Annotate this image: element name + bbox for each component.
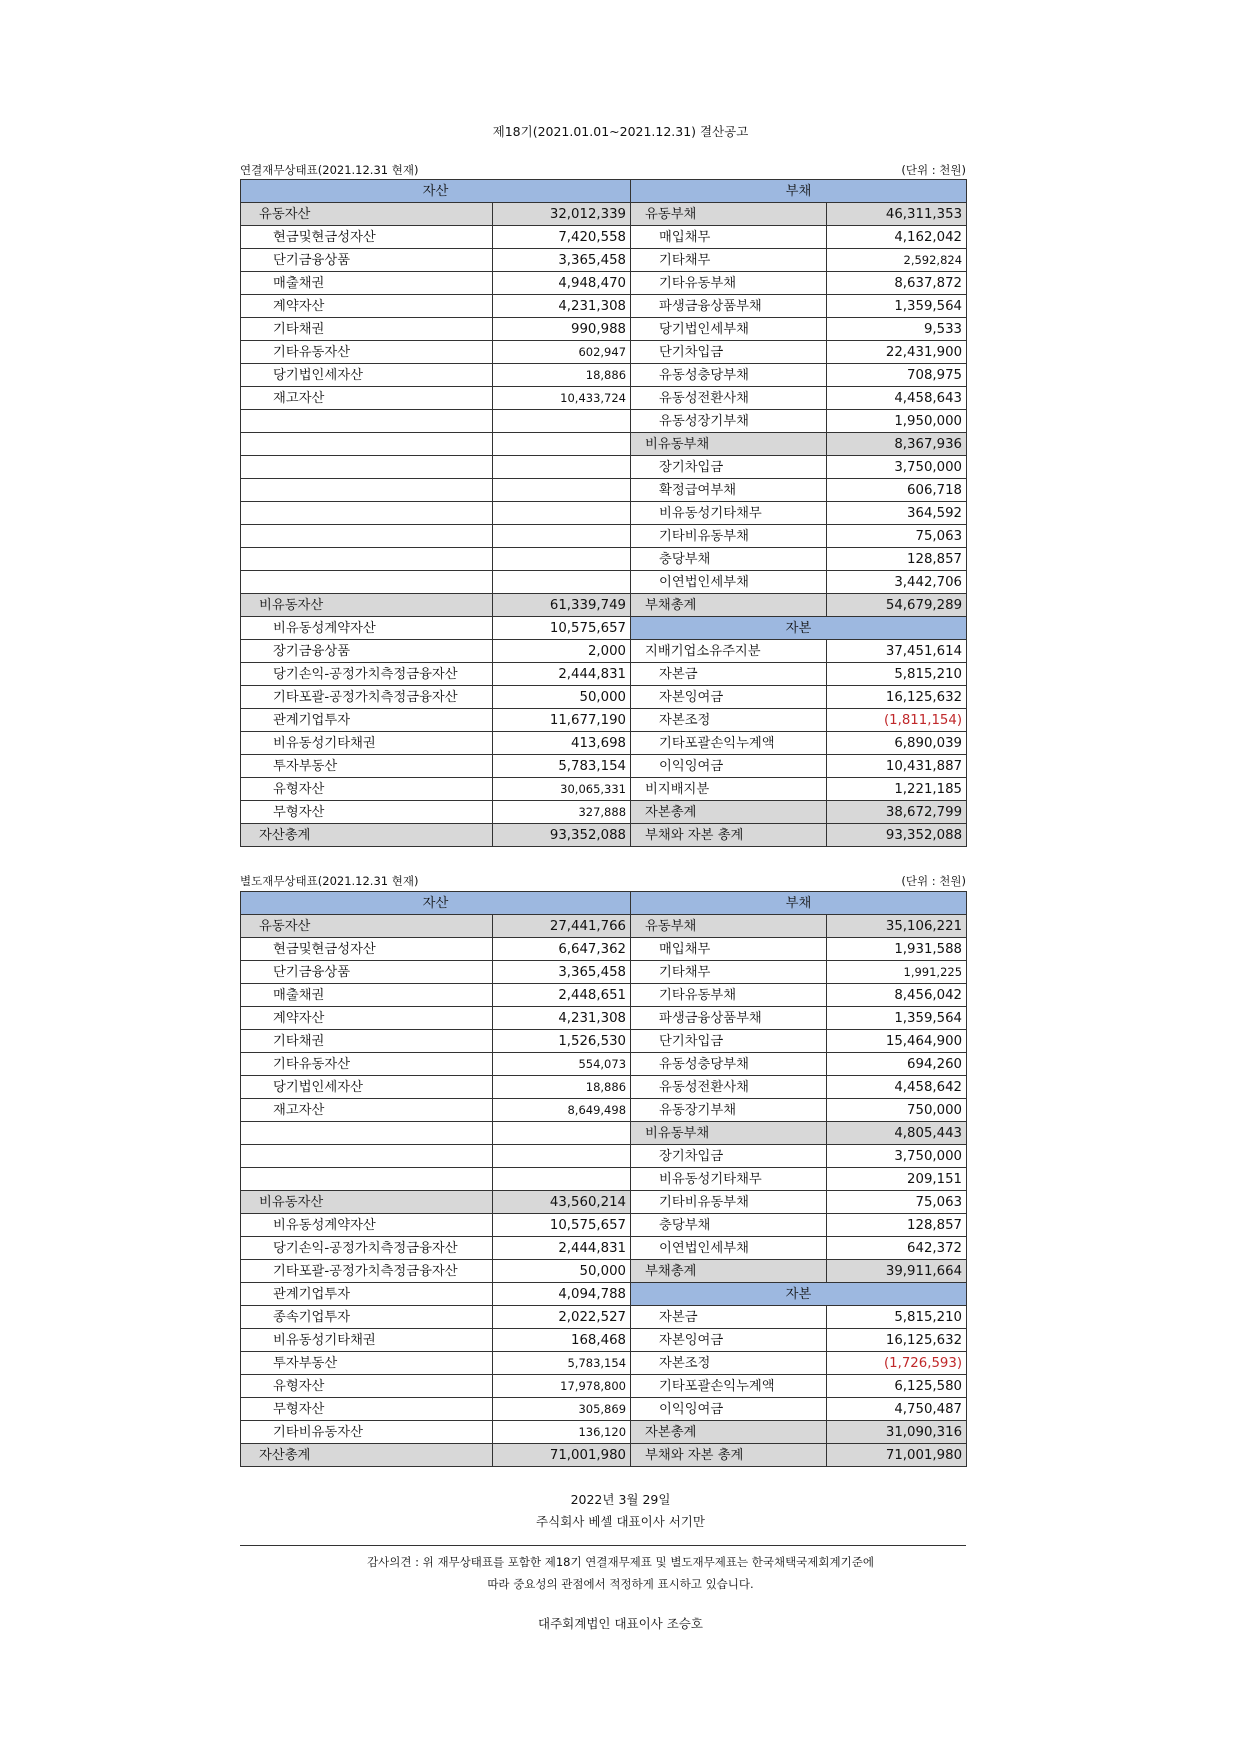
liability-equity-value: 75,063: [827, 525, 967, 548]
asset-label: 비유동성계약자산: [241, 1214, 493, 1237]
liability-equity-label: 유동성전환사채: [631, 387, 827, 410]
table-row: [241, 433, 967, 456]
table-row: [241, 502, 967, 525]
table-row: [241, 341, 967, 364]
announcement-title: 제18기(2021.01.01~2021.12.31) 결산공고: [492, 124, 749, 139]
table-row: [241, 617, 967, 640]
asset-value: [493, 1145, 631, 1168]
asset-label: [241, 410, 493, 433]
table-row: [241, 915, 967, 938]
liability-equity-label: 부채총계: [631, 1260, 827, 1283]
liability-equity-label: 비유동부채: [631, 433, 827, 456]
liability-equity-value: 209,151: [827, 1168, 967, 1191]
liability-equity-label: 유동부채: [631, 203, 827, 226]
asset-value: [493, 525, 631, 548]
liability-equity-label: 자본금: [631, 663, 827, 686]
liability-equity-value: 16,125,632: [827, 686, 967, 709]
table-row: [241, 1099, 967, 1122]
liability-equity-label: 비유동성기타채무: [631, 1168, 827, 1191]
table-row: [241, 1030, 967, 1053]
liability-equity-label: 비지배지분: [631, 778, 827, 801]
table-row: [241, 203, 967, 226]
liability-equity-label: 자본조정: [631, 1352, 827, 1375]
asset-value: 136,120: [493, 1421, 631, 1444]
table-row: [241, 249, 967, 272]
liability-equity-label: 기타유동부채: [631, 984, 827, 1007]
table-row: [241, 1168, 967, 1191]
asset-value: 61,339,749: [493, 594, 631, 617]
asset-value: 32,012,339: [493, 203, 631, 226]
liability-equity-label: 자본총계: [631, 1421, 827, 1444]
asset-label: 기타포괄-공정가치측정금융자산: [241, 1260, 493, 1283]
liability-equity-label: 확정급여부채: [631, 479, 827, 502]
asset-value: [493, 410, 631, 433]
liability-equity-value: 642,372: [827, 1237, 967, 1260]
asset-value: 10,575,657: [493, 1214, 631, 1237]
asset-value: 2,000: [493, 640, 631, 663]
asset-value: 43,560,214: [493, 1191, 631, 1214]
asset-value: [493, 479, 631, 502]
asset-value: 4,094,788: [493, 1283, 631, 1306]
liability-equity-value: 750,000: [827, 1099, 967, 1122]
asset-value: 10,433,724: [493, 387, 631, 410]
asset-value: 8,649,498: [493, 1099, 631, 1122]
liability-equity-label: 지배기업소유주지분: [631, 640, 827, 663]
liability-equity-value: 10,431,887: [827, 755, 967, 778]
asset-label: 무형자산: [241, 1398, 493, 1421]
asset-label: [241, 1168, 493, 1191]
liability-equity-label: 기타비유동부채: [631, 1191, 827, 1214]
asset-value: 413,698: [493, 732, 631, 755]
asset-value: 4,231,308: [493, 1007, 631, 1030]
asset-value: 6,647,362: [493, 938, 631, 961]
liability-equity-label: 자본조정: [631, 709, 827, 732]
liability-equity-value: 75,063: [827, 1191, 967, 1214]
separate-rows: [241, 892, 967, 1467]
table-row: [241, 1007, 967, 1030]
liability-equity-value: 4,458,643: [827, 387, 967, 410]
liability-equity-value: 38,672,799: [827, 801, 967, 824]
liability-equity-value: 3,442,706: [827, 571, 967, 594]
table-row: [241, 364, 967, 387]
table-row: [241, 272, 967, 295]
asset-label: [241, 571, 493, 594]
table-row: [241, 1375, 967, 1398]
separate-unit: (단위 : 천원): [901, 874, 966, 888]
asset-label: 자산총계: [241, 1444, 493, 1467]
asset-label: [241, 479, 493, 502]
table-row: [241, 1444, 967, 1467]
liability-equity-value: (1,726,593): [827, 1352, 967, 1375]
asset-label: 종속기업투자: [241, 1306, 493, 1329]
table-row: [241, 1421, 967, 1444]
liability-equity-label: 파생금융상품부채: [631, 295, 827, 318]
audit-opinion-line1: 감사의견 : 위 재무상태표를 포함한 제18기 연결재무제표 및 별도재무제표는 한국채택국제회계기준에: [367, 1555, 874, 1569]
asset-label: 관계기업투자: [241, 709, 493, 732]
asset-value: 602,947: [493, 341, 631, 364]
separate-heading-row: [240, 873, 966, 889]
asset-label: [241, 1145, 493, 1168]
liability-equity-value: 35,106,221: [827, 915, 967, 938]
liability-equity-value: 6,890,039: [827, 732, 967, 755]
liabilities-header: 부채: [631, 180, 967, 203]
consolidated-balance-sheet: [240, 179, 967, 847]
liability-equity-label: 단기차입금: [631, 1030, 827, 1053]
liability-equity-label: 기타비유동부채: [631, 525, 827, 548]
asset-value: 168,468: [493, 1329, 631, 1352]
asset-label: 당기법인세자산: [241, 364, 493, 387]
asset-label: 현금및현금성자산: [241, 226, 493, 249]
asset-value: 305,869: [493, 1398, 631, 1421]
asset-label: 매출채권: [241, 984, 493, 1007]
company-signer: 주식회사 베셀 대표이사 서기만: [536, 1514, 705, 1529]
asset-label: 재고자산: [241, 1099, 493, 1122]
liability-equity-value: 694,260: [827, 1053, 967, 1076]
table-row: [241, 226, 967, 249]
liability-equity-value: 1,950,000: [827, 410, 967, 433]
table-row: [241, 525, 967, 548]
asset-value: [493, 502, 631, 525]
asset-label: 단기금융상품: [241, 961, 493, 984]
audit-opinion-line2: 따라 중요성의 관점에서 적정하게 표시하고 있습니다.: [487, 1577, 754, 1591]
asset-label: 유동자산: [241, 915, 493, 938]
liability-equity-label: 매입채무: [631, 226, 827, 249]
asset-label: 유형자산: [241, 1375, 493, 1398]
liability-equity-label: 유동성충당부채: [631, 1053, 827, 1076]
auditor-signature: 대주회계법인 대표이사 조승호: [538, 1616, 703, 1631]
liability-equity-value: 128,857: [827, 548, 967, 571]
asset-label: [241, 1122, 493, 1145]
table-row: [241, 1053, 967, 1076]
table-row: [241, 1352, 967, 1375]
liability-equity-label: 비유동부채: [631, 1122, 827, 1145]
liability-equity-value: 5,815,210: [827, 1306, 967, 1329]
liability-equity-value: 8,367,936: [827, 433, 967, 456]
liability-equity-value: 16,125,632: [827, 1329, 967, 1352]
asset-label: [241, 456, 493, 479]
liability-equity-value: 8,637,872: [827, 272, 967, 295]
asset-value: [493, 433, 631, 456]
asset-value: 11,677,190: [493, 709, 631, 732]
asset-value: [493, 456, 631, 479]
liability-equity-label: 기타채무: [631, 249, 827, 272]
equity-section-header: 자본: [631, 617, 967, 640]
liability-equity-value: 708,975: [827, 364, 967, 387]
liability-equity-label: 자본잉여금: [631, 686, 827, 709]
asset-value: [493, 1168, 631, 1191]
liability-equity-label: 자본잉여금: [631, 1329, 827, 1352]
liability-equity-label: 유동성장기부채: [631, 410, 827, 433]
table-row: [241, 938, 967, 961]
asset-value: [493, 571, 631, 594]
table-row: [241, 1076, 967, 1099]
asset-value: [493, 1122, 631, 1145]
asset-label: 기타유동자산: [241, 1053, 493, 1076]
asset-label: 당기손익-공정가치측정금융자산: [241, 663, 493, 686]
table-row: [241, 663, 967, 686]
asset-label: [241, 502, 493, 525]
table-row: [241, 1260, 967, 1283]
asset-value: 2,444,831: [493, 1237, 631, 1260]
liability-equity-value: 8,456,042: [827, 984, 967, 1007]
liability-equity-value: 22,431,900: [827, 341, 967, 364]
asset-label: 재고자산: [241, 387, 493, 410]
liability-equity-label: 자본금: [631, 1306, 827, 1329]
asset-label: 기타유동자산: [241, 341, 493, 364]
asset-value: 71,001,980: [493, 1444, 631, 1467]
asset-value: 7,420,558: [493, 226, 631, 249]
asset-label: 비유동성기타채권: [241, 1329, 493, 1352]
asset-value: 4,948,470: [493, 272, 631, 295]
liabilities-header: 부채: [631, 892, 967, 915]
asset-value: [493, 548, 631, 571]
table-row: [241, 1214, 967, 1237]
asset-value: 2,022,527: [493, 1306, 631, 1329]
asset-label: 비유동자산: [241, 594, 493, 617]
table-row: [241, 961, 967, 984]
table-row: [241, 479, 967, 502]
asset-label: 무형자산: [241, 801, 493, 824]
asset-label: 관계기업투자: [241, 1283, 493, 1306]
table-row: [241, 1329, 967, 1352]
asset-label: 기타채권: [241, 1030, 493, 1053]
table-row: [241, 318, 967, 341]
asset-label: 계약자산: [241, 1007, 493, 1030]
liability-equity-label: 부채와 자본 총계: [631, 824, 827, 847]
liability-equity-value: 37,451,614: [827, 640, 967, 663]
assets-header: 자산: [241, 892, 631, 915]
asset-value: 18,886: [493, 364, 631, 387]
liability-equity-value: 364,592: [827, 502, 967, 525]
asset-label: 비유동성기타채권: [241, 732, 493, 755]
liability-equity-value: 9,533: [827, 318, 967, 341]
table-row: [241, 456, 967, 479]
asset-value: 990,988: [493, 318, 631, 341]
table-header-row: [241, 180, 967, 203]
asset-label: 기타채권: [241, 318, 493, 341]
liability-equity-label: 단기차입금: [631, 341, 827, 364]
asset-label: 단기금융상품: [241, 249, 493, 272]
asset-value: 5,783,154: [493, 755, 631, 778]
liability-equity-value: 128,857: [827, 1214, 967, 1237]
table-row: [241, 1237, 967, 1260]
asset-label: [241, 433, 493, 456]
asset-label: 매출채권: [241, 272, 493, 295]
liability-equity-label: 충당부채: [631, 548, 827, 571]
equity-section-header: 자본: [631, 1283, 967, 1306]
table-row: [241, 801, 967, 824]
asset-value: 5,783,154: [493, 1352, 631, 1375]
table-row: [241, 1283, 967, 1306]
liability-equity-value: 5,815,210: [827, 663, 967, 686]
table-row: [241, 640, 967, 663]
liability-equity-label: 장기차입금: [631, 1145, 827, 1168]
liability-equity-label: 당기법인세부채: [631, 318, 827, 341]
liability-equity-label: 파생금융상품부채: [631, 1007, 827, 1030]
table-header-row: [241, 892, 967, 915]
asset-value: 17,978,800: [493, 1375, 631, 1398]
announcement-date: 2022년 3월 29일: [570, 1492, 671, 1507]
liability-equity-value: (1,811,154): [827, 709, 967, 732]
liability-equity-value: 71,001,980: [827, 1444, 967, 1467]
table-row: [241, 755, 967, 778]
consolidated-heading-row: [240, 162, 966, 178]
liability-equity-label: 유동성전환사채: [631, 1076, 827, 1099]
liability-equity-value: 1,221,185: [827, 778, 967, 801]
asset-value: 50,000: [493, 686, 631, 709]
liability-equity-value: 1,359,564: [827, 1007, 967, 1030]
liability-equity-value: 6,125,580: [827, 1375, 967, 1398]
asset-value: 30,065,331: [493, 778, 631, 801]
asset-value: 1,526,530: [493, 1030, 631, 1053]
liability-equity-label: 유동성충당부채: [631, 364, 827, 387]
asset-label: 기타포괄-공정가치측정금융자산: [241, 686, 493, 709]
asset-label: [241, 525, 493, 548]
asset-label: 투자부동산: [241, 755, 493, 778]
liability-equity-label: 자본총계: [631, 801, 827, 824]
liability-equity-label: 기타채무: [631, 961, 827, 984]
liability-equity-value: 1,991,225: [827, 961, 967, 984]
liability-equity-value: 15,464,900: [827, 1030, 967, 1053]
liability-equity-value: 46,311,353: [827, 203, 967, 226]
table-row: [241, 410, 967, 433]
asset-label: 현금및현금성자산: [241, 938, 493, 961]
separate-heading: 별도재무상태표(2021.12.31 현재): [240, 874, 419, 888]
liability-equity-value: 4,458,642: [827, 1076, 967, 1099]
asset-label: 유형자산: [241, 778, 493, 801]
liability-equity-value: 3,750,000: [827, 1145, 967, 1168]
liability-equity-value: 54,679,289: [827, 594, 967, 617]
asset-label: 비유동자산: [241, 1191, 493, 1214]
asset-value: 10,575,657: [493, 617, 631, 640]
consolidated-heading: 연결재무상태표(2021.12.31 현재): [240, 163, 419, 177]
asset-value: 18,886: [493, 1076, 631, 1099]
asset-label: 당기법인세자산: [241, 1076, 493, 1099]
asset-label: [241, 548, 493, 571]
consolidated-rows: [241, 180, 967, 847]
liability-equity-label: 이익잉여금: [631, 1398, 827, 1421]
liability-equity-value: 606,718: [827, 479, 967, 502]
table-row: [241, 709, 967, 732]
liability-equity-value: 31,090,316: [827, 1421, 967, 1444]
liability-equity-label: 비유동성기타채무: [631, 502, 827, 525]
table-row: [241, 1398, 967, 1421]
liability-equity-label: 부채총계: [631, 594, 827, 617]
table-row: [241, 984, 967, 1007]
asset-value: 3,365,458: [493, 249, 631, 272]
asset-value: 93,352,088: [493, 824, 631, 847]
liability-equity-label: 기타포괄손익누계액: [631, 1375, 827, 1398]
separate-balance-sheet: [240, 891, 967, 1467]
asset-label: 유동자산: [241, 203, 493, 226]
table-row: [241, 295, 967, 318]
liability-equity-value: 1,359,564: [827, 295, 967, 318]
table-row: [241, 824, 967, 847]
liability-equity-label: 매입채무: [631, 938, 827, 961]
table-row: [241, 732, 967, 755]
liability-equity-value: 93,352,088: [827, 824, 967, 847]
asset-label: 자산총계: [241, 824, 493, 847]
liability-equity-label: 이연법인세부채: [631, 1237, 827, 1260]
liability-equity-value: 2,592,824: [827, 249, 967, 272]
table-row: [241, 1191, 967, 1214]
liability-equity-label: 부채와 자본 총계: [631, 1444, 827, 1467]
asset-value: 4,231,308: [493, 295, 631, 318]
liability-equity-label: 충당부채: [631, 1214, 827, 1237]
asset-label: 비유동성계약자산: [241, 617, 493, 640]
liability-equity-value: 1,931,588: [827, 938, 967, 961]
asset-value: 2,444,831: [493, 663, 631, 686]
table-row: [241, 387, 967, 410]
asset-label: 기타비유동자산: [241, 1421, 493, 1444]
asset-label: 장기금융상품: [241, 640, 493, 663]
consolidated-unit: (단위 : 천원): [901, 163, 966, 177]
liability-equity-label: 기타포괄손익누계액: [631, 732, 827, 755]
liability-equity-value: 39,911,664: [827, 1260, 967, 1283]
assets-header: 자산: [241, 180, 631, 203]
table-row: [241, 548, 967, 571]
asset-label: 투자부동산: [241, 1352, 493, 1375]
asset-value: 27,441,766: [493, 915, 631, 938]
table-row: [241, 778, 967, 801]
divider: [240, 1545, 966, 1546]
liability-equity-value: 4,750,487: [827, 1398, 967, 1421]
table-row: [241, 1306, 967, 1329]
liability-equity-label: 기타유동부채: [631, 272, 827, 295]
asset-value: 3,365,458: [493, 961, 631, 984]
liability-equity-label: 유동부채: [631, 915, 827, 938]
asset-label: 당기손익-공정가치측정금융자산: [241, 1237, 493, 1260]
table-row: [241, 1122, 967, 1145]
table-row: [241, 1145, 967, 1168]
liability-equity-value: 4,805,443: [827, 1122, 967, 1145]
liability-equity-label: 유동장기부채: [631, 1099, 827, 1122]
table-row: [241, 594, 967, 617]
asset-value: 554,073: [493, 1053, 631, 1076]
liability-equity-label: 이연법인세부채: [631, 571, 827, 594]
asset-value: 50,000: [493, 1260, 631, 1283]
liability-equity-label: 장기차입금: [631, 456, 827, 479]
table-row: [241, 571, 967, 594]
asset-label: 계약자산: [241, 295, 493, 318]
liability-equity-label: 이익잉여금: [631, 755, 827, 778]
table-row: [241, 686, 967, 709]
liability-equity-value: 4,162,042: [827, 226, 967, 249]
asset-value: 2,448,651: [493, 984, 631, 1007]
liability-equity-value: 3,750,000: [827, 456, 967, 479]
asset-value: 327,888: [493, 801, 631, 824]
